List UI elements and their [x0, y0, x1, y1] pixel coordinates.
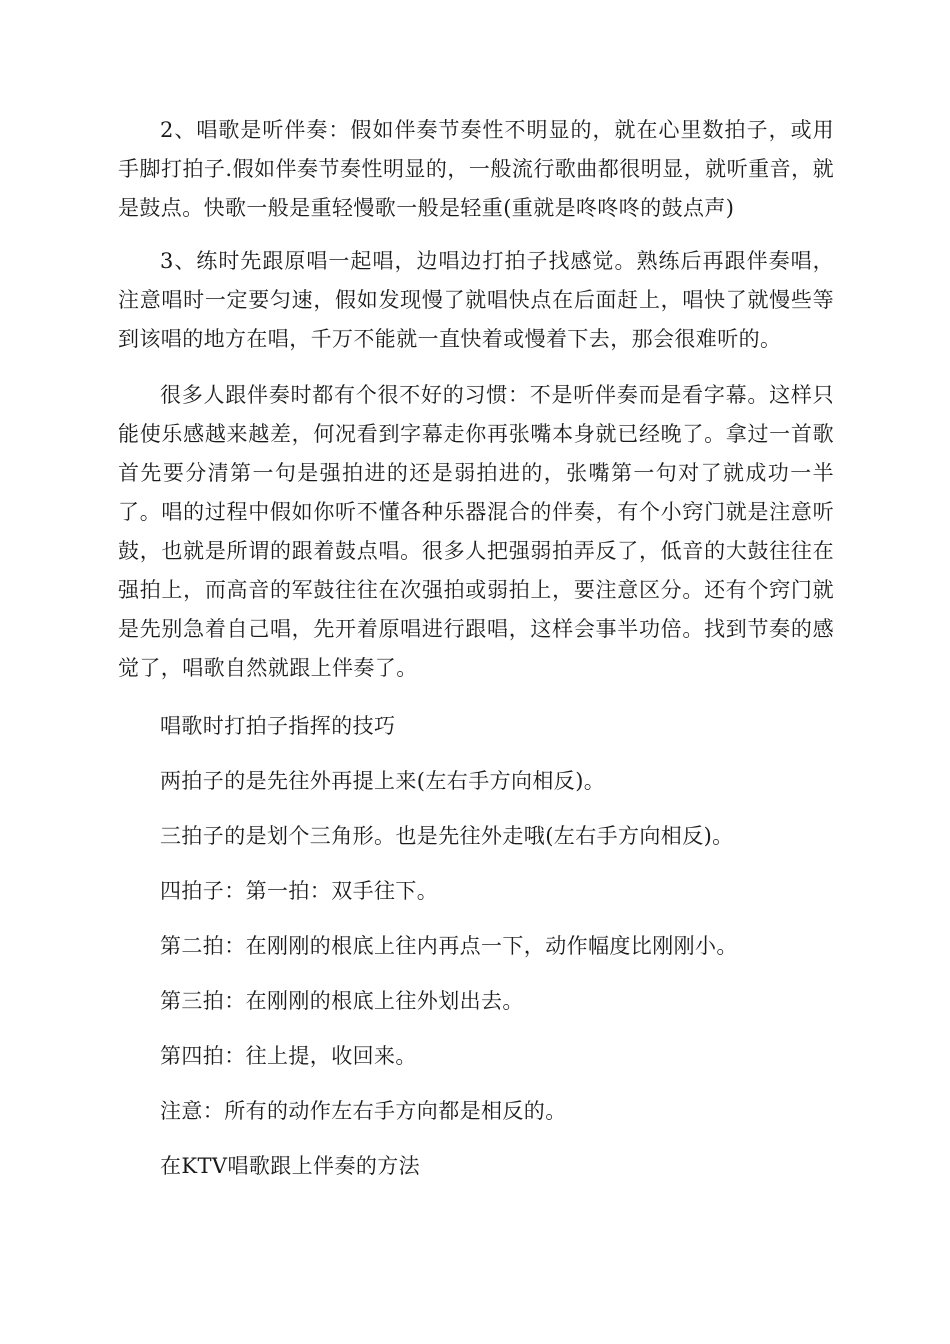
text-line-three-beat: 三拍子的是划个三角形。也是先往外走哦(左右手方向相反)。 — [160, 824, 734, 848]
text-line-four-beat-first: 四拍子：第一拍：双手往下。 — [160, 879, 439, 903]
text-line-fourth-beat: 第四拍：往上提，收回来。 — [160, 1044, 417, 1068]
text-line-two-beat: 两拍子的是先往外再提上来(左右手方向相反)。 — [160, 769, 606, 793]
text-line-third-beat: 第三拍：在刚刚的根底上往外划出去。 — [160, 989, 524, 1013]
section-heading-ktv: 在KTV唱歌跟上伴奏的方法 — [160, 1154, 421, 1178]
section-heading-conducting-tips: 唱歌时打拍子指挥的技巧 — [160, 714, 396, 738]
paragraph-practice-with-original: 3、练时先跟原唱一起唱，边唱边打拍子找感觉。熟练后再跟伴奏唱，注意唱时一定要匀速，假如发现慢了就唱快点在后面赶上，唱快了就慢些等到该唱的地方在唱，千万不能就一直快着或慢着下去，那会很难听的。 — [118, 249, 834, 351]
paragraph-listen-accompaniment: 2、唱歌是听伴奏：假如伴奏节奏性不明显的，就在心里数拍子，或用手脚打拍子.假如伴奏节奏性明显的，一般流行歌曲都很明显，就听重音，就是鼓点。快歌一般是重轻慢歌一般是轻重(重就是咚咚咚的鼓点声) — [118, 118, 834, 220]
text-line-second-beat: 第二拍：在刚刚的根底上往内再点一下，动作幅度比刚刚小。 — [160, 934, 738, 958]
text-line-note: 注意：所有的动作左右手方向都是相反的。 — [160, 1099, 567, 1123]
paragraph-follow-drum-beat: 很多人跟伴奏时都有个很不好的习惯：不是听伴奏而是看字幕。这样只能使乐感越来越差，何况看到字幕走你再张嘴本身就已经晚了。拿过一首歌首先要分清第一句是强拍进的还是弱拍进的，张嘴第一句对了就成功一半了。唱的过程中假如你听不懂各种乐器混合的伴奏，有个小窍门就是注意听鼓，也就是所谓的跟着鼓点唱。很多人把强弱拍弄反了，低音的大鼓往往在强拍上，而高音的军鼓往往在次强拍或弱拍上，要注意区分。还有个窍门就是先别急着自己唱，先开着原唱进行跟唱，这样会事半功倍。找到节奏的感觉了，唱歌自然就跟上伴奏了。 — [118, 383, 834, 680]
document-body — [118, 111, 834, 1202]
